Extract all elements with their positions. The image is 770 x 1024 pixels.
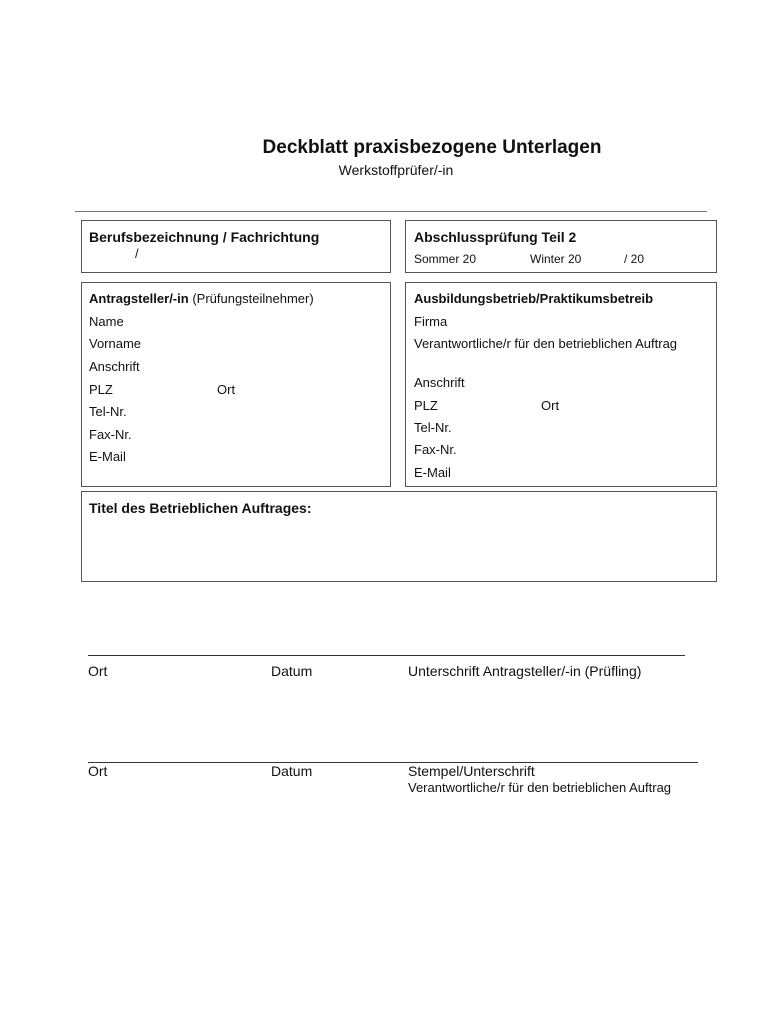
betrieb-verantwortliche-label: Verantwortliche/r für den betrieblichen Auftrag	[414, 336, 678, 351]
betrieb-firma-label: Firma	[414, 314, 448, 329]
signature2-verantwortliche-label: Verantwortliche/r für den betrieblichen Auftrag	[408, 780, 672, 795]
signature1-unterschrift-label: Unterschrift Antragsteller/-in (Prüfling)	[408, 663, 642, 679]
abschluss-year-slash: / 20	[624, 252, 645, 266]
abschluss-sommer: Sommer 20	[414, 252, 477, 266]
antragsteller-plz-label: PLZ	[89, 382, 113, 397]
antragsteller-heading	[89, 291, 314, 306]
antragsteller-anschrift-label: Anschrift	[89, 359, 140, 374]
antragsteller-fax-label: Fax-Nr.	[89, 427, 132, 442]
antragsteller-heading-label: Antragsteller/-in	[89, 291, 189, 306]
signature-line-1	[88, 655, 685, 656]
antragsteller-tel-label: Tel-Nr.	[89, 404, 127, 419]
betrieb-ort-label: Ort	[541, 398, 560, 413]
betrieb-tel-label: Tel-Nr.	[414, 420, 452, 435]
betrieb-email-label: E-Mail	[414, 465, 451, 480]
antragsteller-email-label: E-Mail	[89, 449, 126, 464]
beruf-slash: /	[135, 246, 139, 261]
betrieb-anschrift-label: Anschrift	[414, 375, 465, 390]
auftrag-box	[81, 491, 717, 582]
abschluss-heading: Abschlussprüfung Teil 2	[414, 229, 577, 245]
antragsteller-heading-suffix: (Prüfungsteilnehmer)	[192, 291, 314, 306]
betrieb-plz-label: PLZ	[414, 398, 438, 413]
signature1-datum-label: Datum	[271, 663, 313, 679]
abschluss-winter: Winter 20	[530, 252, 582, 266]
antragsteller-ort-label: Ort	[217, 382, 236, 397]
antragsteller-box	[81, 282, 391, 487]
signature1-ort-label: Ort	[88, 663, 108, 679]
antragsteller-vorname-label: Vorname	[89, 336, 142, 351]
betrieb-fax-label: Fax-Nr.	[414, 442, 457, 457]
betrieb-box	[405, 282, 717, 487]
beruf-heading: Berufsbezeichnung / Fachrichtung	[89, 229, 320, 245]
signature2-datum-label: Datum	[271, 763, 313, 779]
abschluss-box	[405, 220, 717, 273]
signature2-stempel-label: Stempel/Unterschrift	[408, 763, 535, 779]
header-divider	[75, 211, 707, 212]
page-title: Deckblatt praxisbezogene Unterlagen	[262, 137, 602, 158]
signature2-ort-label: Ort	[88, 763, 108, 779]
antragsteller-name-label: Name	[89, 314, 124, 329]
signature-line-2	[88, 762, 698, 763]
betrieb-heading: Ausbildungsbetrieb/Praktikumsbetreib	[414, 291, 654, 306]
auftrag-heading: Titel des Betrieblichen Auftrages:	[89, 500, 312, 516]
beruf-box	[81, 220, 391, 273]
page-subtitle: Werkstoffprüfer/-in	[338, 162, 454, 178]
